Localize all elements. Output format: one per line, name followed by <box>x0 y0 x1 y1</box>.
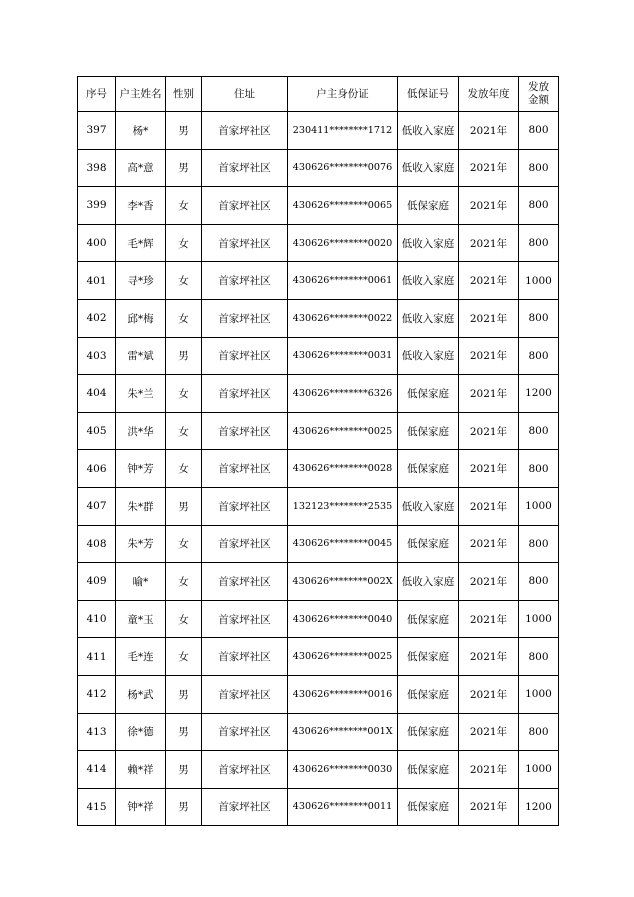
cell-year: 2021年 <box>459 563 519 601</box>
header-amount <box>519 77 559 112</box>
cell-id-card: 430626********0020 <box>288 224 398 262</box>
cell-gender: 女 <box>166 375 202 413</box>
cell-year: 2021年 <box>459 187 519 225</box>
cell-id-card: 430626********0016 <box>288 675 398 713</box>
header-id-card: 户主身份证 <box>288 77 398 112</box>
table-row <box>78 299 559 337</box>
cell-address: 首家坪社区 <box>202 525 288 563</box>
table-row <box>78 751 559 789</box>
cell-seq: 403 <box>78 337 116 375</box>
cell-name: 钟*芳 <box>116 450 166 488</box>
cell-gender: 女 <box>166 187 202 225</box>
cell-gender: 男 <box>166 713 202 751</box>
cell-amount: 800 <box>519 638 559 676</box>
cell-year: 2021年 <box>459 600 519 638</box>
cell-name: 寻*珍 <box>116 262 166 300</box>
cell-year: 2021年 <box>459 375 519 413</box>
table-row <box>78 563 559 601</box>
cell-amount: 1000 <box>519 262 559 300</box>
cell-seq: 409 <box>78 563 116 601</box>
cell-amount: 800 <box>519 412 559 450</box>
cell-id-card: 430626********002X <box>288 563 398 601</box>
cell-address: 首家坪社区 <box>202 262 288 300</box>
cell-amount: 800 <box>519 563 559 601</box>
cell-id-card: 430626********0022 <box>288 299 398 337</box>
cell-name: 洪*华 <box>116 412 166 450</box>
cell-id-card: 430626********6326 <box>288 375 398 413</box>
header-amount-line1: 发放 <box>528 81 549 93</box>
cell-cert-type: 低收入家庭 <box>398 563 459 601</box>
table-row <box>78 187 559 225</box>
cell-amount: 1000 <box>519 751 559 789</box>
cell-gender: 男 <box>166 487 202 525</box>
cell-address: 首家坪社区 <box>202 563 288 601</box>
cell-seq: 415 <box>78 788 116 826</box>
cell-seq: 400 <box>78 224 116 262</box>
cell-year: 2021年 <box>459 713 519 751</box>
cell-cert-type: 低收入家庭 <box>398 224 459 262</box>
table-row <box>78 149 559 187</box>
header-row <box>78 77 559 112</box>
cell-address: 首家坪社区 <box>202 412 288 450</box>
header-cert-type: 低保证号 <box>398 77 459 112</box>
header-name: 户主姓名 <box>116 77 166 112</box>
cell-cert-type: 低收入家庭 <box>398 112 459 150</box>
cell-amount: 1000 <box>519 600 559 638</box>
cell-amount: 800 <box>519 112 559 150</box>
cell-gender: 男 <box>166 149 202 187</box>
table-row <box>78 412 559 450</box>
cell-cert-type: 低保家庭 <box>398 450 459 488</box>
cell-address: 首家坪社区 <box>202 224 288 262</box>
cell-cert-type: 低保家庭 <box>398 412 459 450</box>
cell-year: 2021年 <box>459 337 519 375</box>
cell-year: 2021年 <box>459 487 519 525</box>
cell-amount: 800 <box>519 450 559 488</box>
cell-name: 杨* <box>116 112 166 150</box>
table-row <box>78 675 559 713</box>
cell-year: 2021年 <box>459 525 519 563</box>
cell-name: 毛*辉 <box>116 224 166 262</box>
table-row <box>78 600 559 638</box>
cell-gender: 男 <box>166 675 202 713</box>
cell-year: 2021年 <box>459 675 519 713</box>
cell-cert-type: 低保家庭 <box>398 600 459 638</box>
cell-name: 杨*武 <box>116 675 166 713</box>
cell-seq: 408 <box>78 525 116 563</box>
table-body <box>78 112 559 826</box>
cell-address: 首家坪社区 <box>202 713 288 751</box>
table-row <box>78 450 559 488</box>
cell-id-card: 430626********0031 <box>288 337 398 375</box>
cell-seq: 407 <box>78 487 116 525</box>
cell-gender: 男 <box>166 751 202 789</box>
cell-cert-type: 低保家庭 <box>398 525 459 563</box>
cell-cert-type: 低收入家庭 <box>398 299 459 337</box>
cell-name: 钟*祥 <box>116 788 166 826</box>
cell-cert-type: 低收入家庭 <box>398 487 459 525</box>
cell-year: 2021年 <box>459 638 519 676</box>
cell-seq: 404 <box>78 375 116 413</box>
cell-name: 赖*祥 <box>116 751 166 789</box>
cell-gender: 女 <box>166 450 202 488</box>
cell-year: 2021年 <box>459 788 519 826</box>
cell-cert-type: 低收入家庭 <box>398 337 459 375</box>
cell-name: 李*香 <box>116 187 166 225</box>
cell-year: 2021年 <box>459 412 519 450</box>
cell-address: 首家坪社区 <box>202 487 288 525</box>
cell-cert-type: 低保家庭 <box>398 375 459 413</box>
cell-gender: 女 <box>166 563 202 601</box>
assistance-roster-table <box>77 76 559 826</box>
cell-address: 首家坪社区 <box>202 638 288 676</box>
cell-seq: 412 <box>78 675 116 713</box>
cell-name: 徐*德 <box>116 713 166 751</box>
table-row <box>78 337 559 375</box>
cell-amount: 1200 <box>519 788 559 826</box>
cell-id-card: 430626********0028 <box>288 450 398 488</box>
cell-gender: 女 <box>166 224 202 262</box>
cell-id-card: 230411********1712 <box>288 112 398 150</box>
cell-gender: 女 <box>166 525 202 563</box>
cell-gender: 女 <box>166 600 202 638</box>
cell-cert-type: 低收入家庭 <box>398 149 459 187</box>
cell-name: 朱*群 <box>116 487 166 525</box>
cell-name: 毛*连 <box>116 638 166 676</box>
cell-amount: 1000 <box>519 675 559 713</box>
cell-gender: 男 <box>166 112 202 150</box>
cell-seq: 399 <box>78 187 116 225</box>
cell-seq: 414 <box>78 751 116 789</box>
cell-address: 首家坪社区 <box>202 112 288 150</box>
cell-id-card: 430626********0011 <box>288 788 398 826</box>
cell-year: 2021年 <box>459 262 519 300</box>
cell-gender: 男 <box>166 337 202 375</box>
cell-id-card: 132123********2535 <box>288 487 398 525</box>
cell-seq: 410 <box>78 600 116 638</box>
cell-address: 首家坪社区 <box>202 600 288 638</box>
cell-cert-type: 低保家庭 <box>398 788 459 826</box>
cell-gender: 女 <box>166 638 202 676</box>
cell-name: 高*意 <box>116 149 166 187</box>
table-row <box>78 713 559 751</box>
cell-id-card: 430626********001X <box>288 713 398 751</box>
cell-year: 2021年 <box>459 450 519 488</box>
cell-id-card: 430626********0025 <box>288 638 398 676</box>
table-row <box>78 788 559 826</box>
cell-seq: 397 <box>78 112 116 150</box>
cell-address: 首家坪社区 <box>202 675 288 713</box>
cell-name: 邱*梅 <box>116 299 166 337</box>
header-seq: 序号 <box>78 77 116 112</box>
cell-seq: 405 <box>78 412 116 450</box>
cell-amount: 800 <box>519 149 559 187</box>
cell-address: 首家坪社区 <box>202 149 288 187</box>
cell-address: 首家坪社区 <box>202 375 288 413</box>
cell-address: 首家坪社区 <box>202 450 288 488</box>
cell-cert-type: 低收入家庭 <box>398 262 459 300</box>
cell-year: 2021年 <box>459 149 519 187</box>
cell-seq: 413 <box>78 713 116 751</box>
cell-seq: 402 <box>78 299 116 337</box>
table-row <box>78 638 559 676</box>
cell-gender: 女 <box>166 262 202 300</box>
cell-amount: 800 <box>519 187 559 225</box>
cell-year: 2021年 <box>459 299 519 337</box>
table-row <box>78 262 559 300</box>
cell-amount: 800 <box>519 299 559 337</box>
table-row <box>78 375 559 413</box>
cell-cert-type: 低保家庭 <box>398 638 459 676</box>
cell-name: 童*玉 <box>116 600 166 638</box>
cell-cert-type: 低保家庭 <box>398 675 459 713</box>
cell-seq: 406 <box>78 450 116 488</box>
cell-id-card: 430626********0040 <box>288 600 398 638</box>
table-row <box>78 224 559 262</box>
cell-address: 首家坪社区 <box>202 337 288 375</box>
cell-amount: 800 <box>519 337 559 375</box>
cell-address: 首家坪社区 <box>202 187 288 225</box>
cell-cert-type: 低保家庭 <box>398 751 459 789</box>
cell-seq: 398 <box>78 149 116 187</box>
cell-seq: 401 <box>78 262 116 300</box>
cell-id-card: 430626********0065 <box>288 187 398 225</box>
header-address: 住址 <box>202 77 288 112</box>
cell-year: 2021年 <box>459 751 519 789</box>
cell-id-card: 430626********0061 <box>288 262 398 300</box>
header-year: 发放年度 <box>459 77 519 112</box>
cell-gender: 女 <box>166 412 202 450</box>
cell-year: 2021年 <box>459 112 519 150</box>
cell-address: 首家坪社区 <box>202 299 288 337</box>
cell-amount: 800 <box>519 525 559 563</box>
table-header <box>78 77 559 112</box>
header-amount-line2: 金额 <box>528 94 549 106</box>
cell-id-card: 430626********0025 <box>288 412 398 450</box>
table-row <box>78 112 559 150</box>
cell-address: 首家坪社区 <box>202 751 288 789</box>
cell-id-card: 430626********0076 <box>288 149 398 187</box>
cell-gender: 男 <box>166 788 202 826</box>
cell-amount: 1200 <box>519 375 559 413</box>
cell-amount: 800 <box>519 224 559 262</box>
cell-gender: 女 <box>166 299 202 337</box>
cell-cert-type: 低保家庭 <box>398 713 459 751</box>
cell-name: 朱*兰 <box>116 375 166 413</box>
cell-id-card: 430626********0045 <box>288 525 398 563</box>
cell-year: 2021年 <box>459 224 519 262</box>
cell-cert-type: 低保家庭 <box>398 187 459 225</box>
cell-name: 喻* <box>116 563 166 601</box>
cell-name: 朱*芳 <box>116 525 166 563</box>
cell-amount: 800 <box>519 713 559 751</box>
cell-amount: 1000 <box>519 487 559 525</box>
table-row <box>78 487 559 525</box>
table-row <box>78 525 559 563</box>
cell-name: 雷*斌 <box>116 337 166 375</box>
cell-id-card: 430626********0030 <box>288 751 398 789</box>
cell-seq: 411 <box>78 638 116 676</box>
header-gender: 性别 <box>166 77 202 112</box>
cell-address: 首家坪社区 <box>202 788 288 826</box>
